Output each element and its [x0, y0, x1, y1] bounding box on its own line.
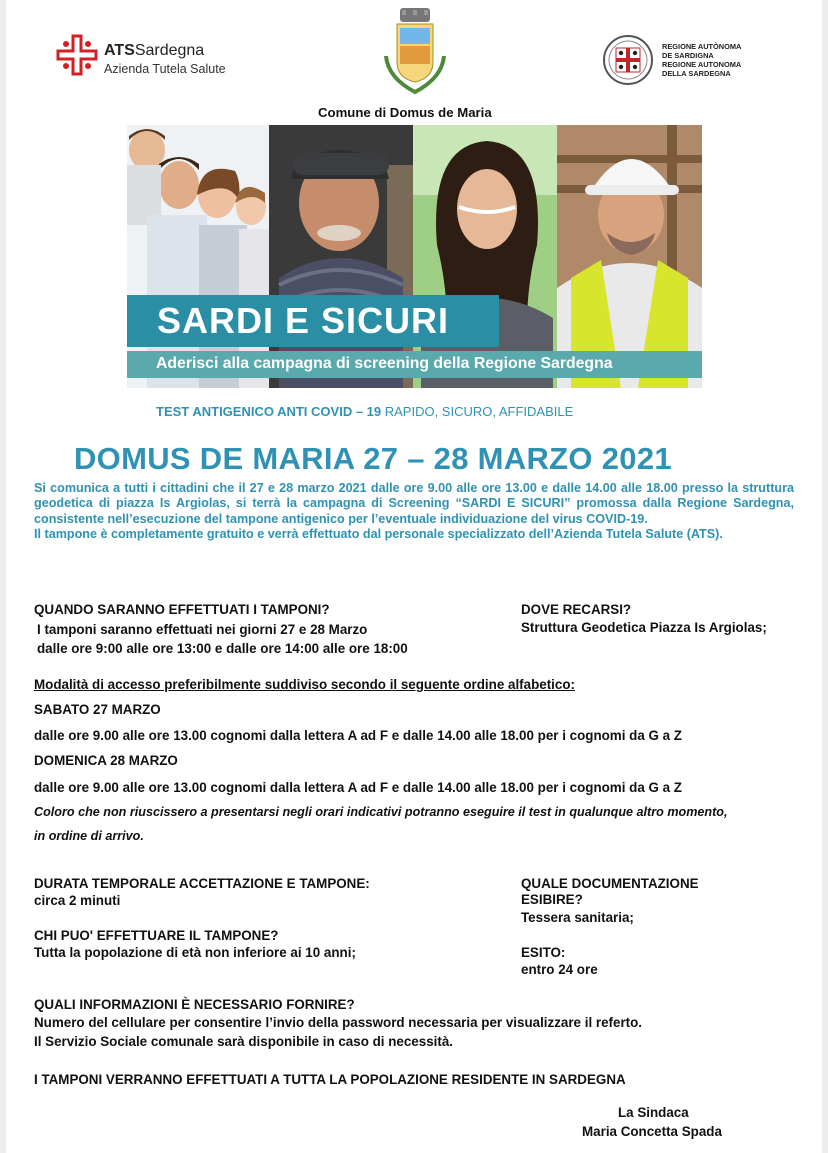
note-line-2: in ordine di arrivo.	[34, 829, 144, 843]
quando-line-2: dalle ore 9:00 alle ore 13:00 e dalle ore 14:00 alle ore 18:00	[37, 641, 408, 656]
documentazione-heading-1: QUALE DOCUMENTAZIONE	[521, 876, 699, 891]
test-line: TEST ANTIGENICO ANTI COVID – 19 RAPIDO, SICURO, AFFIDABILE	[156, 404, 574, 419]
dove-text: Struttura Geodetica Piazza Is Argiolas;	[521, 620, 767, 635]
elderly-man-photo	[269, 125, 413, 388]
regione-shield-icon	[602, 34, 654, 86]
construction-worker-photo	[557, 125, 702, 388]
campaign-banner	[127, 125, 702, 388]
ats-subtitle: Azienda Tutela Salute	[104, 62, 226, 76]
headline: DOMUS DE MARIA 27 – 28 MARZO 2021	[74, 441, 672, 476]
young-woman-photo	[413, 125, 557, 388]
intro-paragraph-2: Il tampone è completamente gratuito e verrà effettuato dal personale specializzato dell’Azienda Tutela Salute (ATS).	[34, 527, 723, 542]
comune-name: Comune di Domus de Maria	[318, 105, 492, 120]
quando-line-1: I tamponi saranno effettuati nei giorni 27 e 28 Marzo	[37, 622, 368, 637]
banner-subtitle: Aderisci alla campagna di screening della Regione Sardegna	[156, 355, 613, 372]
ats-logo	[56, 34, 256, 78]
intro-text	[34, 481, 794, 543]
note-line-1: Coloro che non riuscissero a presentarsi negli orari indicativi potranno eseguire il test in qualunque altro momento,	[34, 805, 728, 819]
flyer-page	[6, 0, 822, 1153]
ats-name: ATSSardegna	[104, 42, 205, 59]
dove-heading: DOVE RECARSI?	[521, 602, 632, 617]
signature-title: La Sindaca	[618, 1105, 689, 1120]
esito-text: entro 24 ore	[521, 962, 598, 977]
day2-text: dalle ore 9.00 alle ore 13.00 cognomi dalla lettera A ad F e dalle 14.00 alle 18.00 per i cognomi da G a Z	[34, 780, 682, 795]
signature-name: Maria Concetta Spada	[582, 1124, 722, 1139]
final-note: I TAMPONI VERRANNO EFFETTUATI A TUTTA LA POPOLAZIONE RESIDENTE IN SARDEGNA	[34, 1072, 626, 1087]
chi-heading: CHI PUO' EFFETTUARE IL TAMPONE?	[34, 928, 279, 943]
quando-heading: QUANDO SARANNO EFFETTUATI I TAMPONI?	[34, 602, 330, 617]
documentazione-heading-2: ESIBIRE?	[521, 892, 583, 907]
day1-text: dalle ore 9.00 alle ore 13.00 cognomi dalla lettera A ad F e dalle 14.00 alle 18.00 per i cognomi da G a Z	[34, 728, 682, 743]
info-heading: QUALI INFORMAZIONI È NECESSARIO FORNIRE?	[34, 997, 355, 1012]
crest-icon	[380, 6, 450, 98]
regione-text: REGIONE AUTÒNOMA DE SARDIGNA REGIONE AUTONOMA DELLA SARDEGNA	[662, 42, 742, 78]
ats-cross-icon	[56, 34, 98, 76]
day2-heading: DOMENICA 28 MARZO	[34, 753, 178, 768]
info-line-2: Il Servizio Sociale comunale sarà disponibile in caso di necessità.	[34, 1034, 453, 1049]
banner-title: SARDI E SICURI	[157, 300, 450, 341]
family-photo	[127, 125, 269, 388]
intro-paragraph-1: Si comunica a tutti i cittadini che il 27 e 28 marzo 2021 dalle ore 9.00 alle ore 13.00 e dalle 14.00 alle 18.00 presso la struttura geodetica di piazza Is Argiolas, si terrà la campagna di Screening “SARDI E SICURI” promossa dalla Regione Sardegna, consistente nell’esecuzione del tampone antigenico per l’eventuale individuazione del virus COVID-19.	[34, 481, 794, 526]
esito-heading: ESITO:	[521, 945, 566, 960]
banner-title-box	[127, 295, 499, 347]
day1-heading: SABATO 27 MARZO	[34, 702, 161, 717]
comune-crest	[380, 6, 450, 98]
banner-subtitle-strip	[127, 351, 702, 378]
modalita-heading: Modalità di accesso preferibilmente suddiviso secondo il seguente ordine alfabetico:	[34, 677, 575, 692]
durata-heading: DURATA TEMPORALE ACCETTAZIONE E TAMPONE:	[34, 876, 370, 891]
regione-logo	[602, 34, 792, 90]
durata-text: circa 2 minuti	[34, 893, 121, 908]
info-line-1: Numero del cellulare per consentire l’invio della password necessaria per visualizzare il referto.	[34, 1015, 643, 1030]
chi-text: Tutta la popolazione di età non inferiore ai 10 anni;	[34, 945, 356, 960]
documentazione-text: Tessera sanitaria;	[521, 910, 634, 925]
